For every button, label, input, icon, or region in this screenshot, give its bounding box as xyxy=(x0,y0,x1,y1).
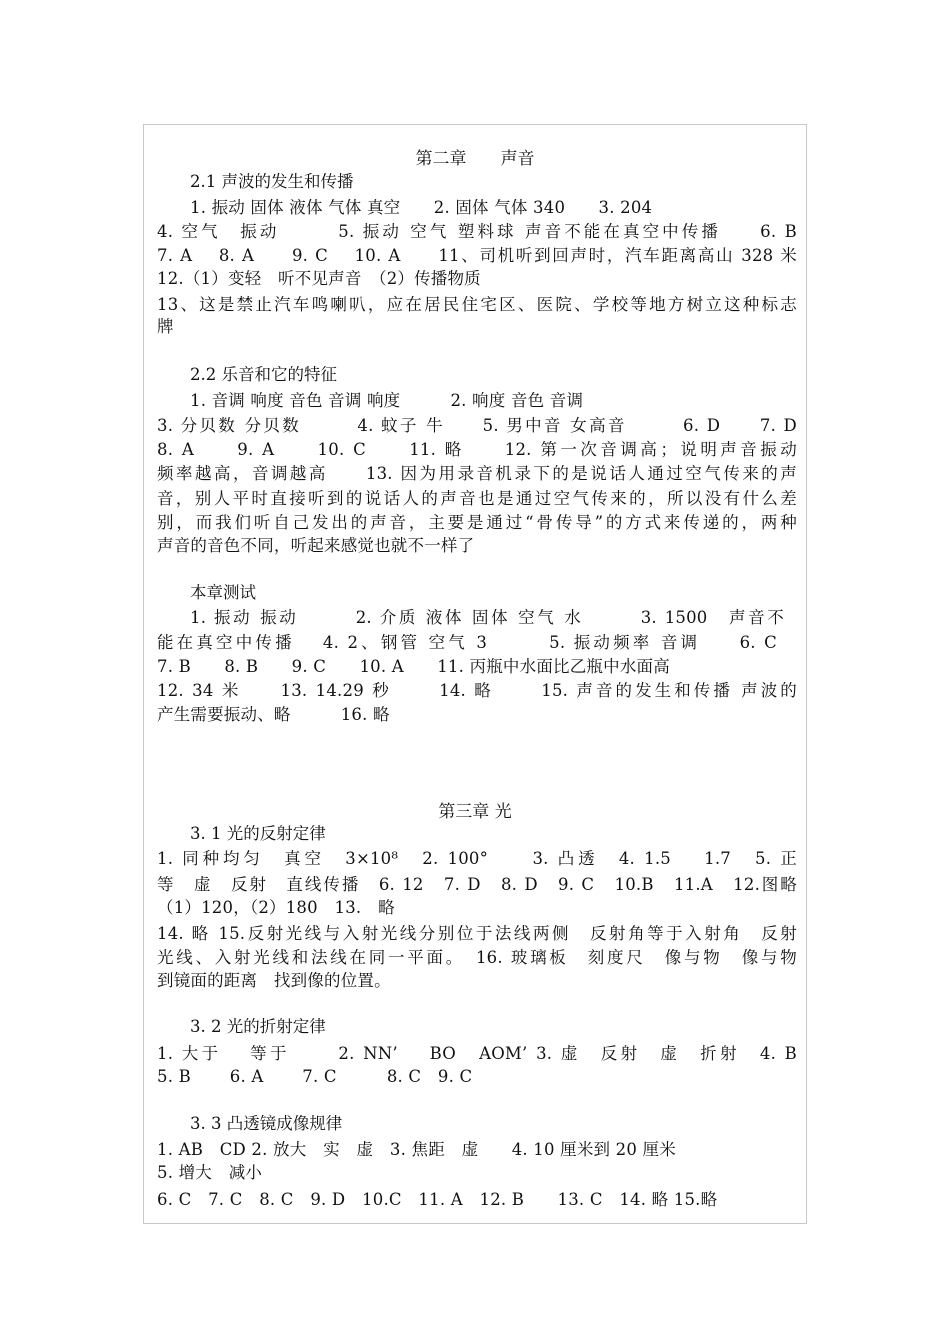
s2-1-line-1: 1. 振动 固体 液体 气体 真空 2. 固体 气体 340 3. 204 xyxy=(190,198,653,217)
section-2-2-heading: 2.2 乐音和它的特征 xyxy=(190,365,337,384)
s3-1-line-3: （1）120，（2）180 13. 略 xyxy=(157,898,395,917)
chapter-2-test-heading: 本章测试 xyxy=(190,583,256,602)
s2-1-line-4: 12.（1）变轻 听不见声音 （2）传播物质 xyxy=(157,269,481,288)
s2-2-line-4: 频率越高，音调越高 13. 因为用录音机录下的是说话人通过空气传来的声 xyxy=(157,464,797,483)
s2-2-line-3: 8. A 9. A 10. C 11. 略 12. 第一次音调高；说明声音振动 xyxy=(157,440,797,459)
s2-1-line-2: 4. 空气 振动 5. 振动 空气 塑料球 声音不能在真空中传播 6. B xyxy=(157,222,797,241)
section-3-3-heading: 3. 3 凸透镜成像规律 xyxy=(190,1114,343,1133)
test-line-3: 7. B 8. B 9. C 10. A 11. 丙瓶中水面比乙瓶中水面高 xyxy=(157,657,670,676)
chapter-2-title: 第二章 声音 xyxy=(415,149,535,169)
s2-2-line-1: 1. 音调 响度 音色 音调 响度 2. 响度 音色 音调 xyxy=(190,391,584,410)
s3-3-line-2: 5. 增大 减小 xyxy=(157,1163,263,1182)
section-3-2-heading: 3. 2 光的折射定律 xyxy=(190,1017,326,1036)
s3-1-line-6: 到镜面的距离 找到像的位置。 xyxy=(157,971,391,990)
s3-1-line-5: 光线、入射光线和法线在同一平面。 16. 玻璃板 刻度尺 像与物 像与物 xyxy=(157,948,797,967)
s3-1-line-2: 等 虚 反射 直线传播 6. 12 7. D 8. D 9. C 10.B 11.A 12.图略 xyxy=(157,875,797,894)
s3-1-line-1: 1. 同种均匀 真空 3×10⁸ 2. 100° 3. 凸透 4. 1.5 1.7 5. 正 xyxy=(157,849,797,868)
s3-2-line-1: 1. 大于 等于 2. NN’ BO AOM’ 3. 虚 反射 虚 折射 4. B xyxy=(157,1044,797,1063)
s3-3-line-1: 1. AB CD 2. 放大 实 虚 3. 焦距 虚 4. 10 厘米到 20 厘米 xyxy=(157,1140,676,1159)
s2-2-line-7: 声音的音色不同，听起来感觉也就不一样了 xyxy=(157,536,475,555)
test-line-2: 能在真空中传播 4. 2、钢管 空气 3 5. 振动频率 音调 6. C xyxy=(157,633,777,652)
test-line-5: 产生需要振动、略 16. 略 xyxy=(157,705,390,724)
s3-3-line-3: 6. C 7. C 8. C 9. D 10.C 11. A 12. B 13. C 14. 略 15.略 xyxy=(157,1190,718,1209)
test-line-1: 1. 振动 振动 2. 介质 液体 固体 空气 水 3. 1500 声音不 xyxy=(190,608,784,627)
s2-1-line-3: 7. A 8. A 9. C 10. A 11、司机听到回声时，汽车距离高山 328 米 xyxy=(157,246,797,265)
s2-2-line-5: 音，别人平时直接听到的说话人的声音也是通过空气传来的，所以没有什么差 xyxy=(157,489,797,508)
test-line-4: 12. 34 米 13. 14.29 秒 14. 略 15. 声音的发生和传播 声波的 xyxy=(157,681,797,700)
section-2-1-heading: 2.1 声波的发生和传播 xyxy=(190,172,354,191)
chapter-3-title: 第三章 光 xyxy=(438,802,512,822)
section-3-1-heading: 3. 1 光的反射定律 xyxy=(190,824,326,843)
s3-1-line-4: 14. 略 15.反射光线与入射光线分别位于法线两侧 反射角等于入射角 反射 xyxy=(157,924,797,943)
s2-1-line-6: 牌 xyxy=(157,317,174,336)
s2-1-line-5: 13、这是禁止汽车鸣喇叭，应在居民住宅区、医院、学校等地方树立这种标志 xyxy=(157,295,797,314)
s2-2-line-6: 别，而我们听自己发出的声音，主要是通过“骨传导”的方式来传递的，两种 xyxy=(157,513,797,532)
s3-2-line-2: 5. B 6. A 7. C 8. C 9. C xyxy=(157,1067,473,1086)
s2-2-line-2: 3. 分贝数 分贝数 4. 蚊子 牛 5. 男中音 女高音 6. D 7. D xyxy=(157,416,797,435)
